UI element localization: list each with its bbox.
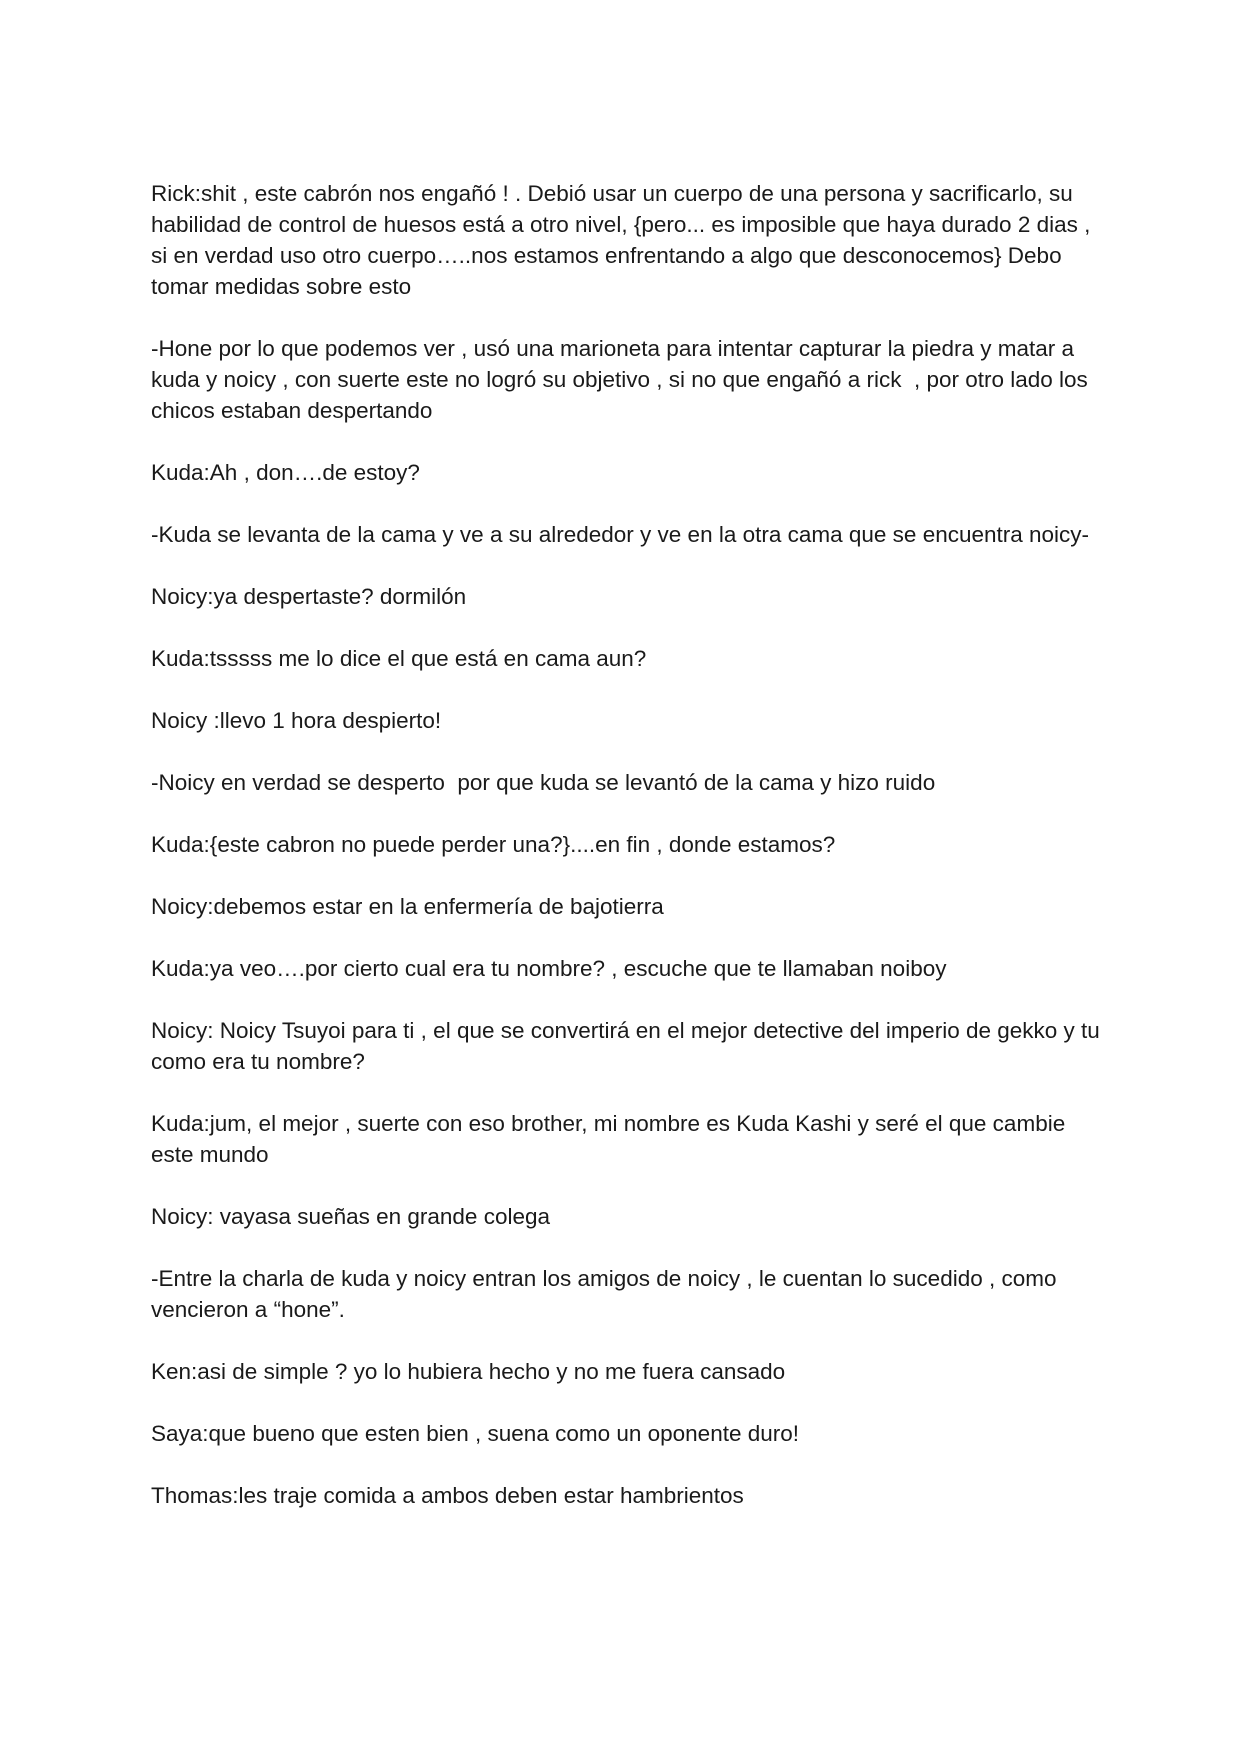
paragraph-thomas: Thomas:les traje comida a ambos deben estar hambrientos [151,1483,744,1508]
paragraph-noicy-greets: Noicy:ya despertaste? dormilón [151,584,467,609]
paragraph-kuda-retort: Kuda:tsssss me lo dice el que está en cama aun? [151,646,647,671]
paragraph-rick-monologue: Rick:shit , este cabrón nos engañó ! . Debió usar un cuerpo de una persona y sacrificarlo, su habilidad de control de huesos está a otro nivel, {pero... es imposible que haya durado 2 dias , si en verdad uso otro cuerpo…..nos estamos enfrentando a algo que desconocemos} Debo tomar medidas sobre esto [151,181,1097,299]
paragraph-narration-friends: -Entre la charla de kuda y noicy entran los amigos de noicy , le cuentan lo sucedido , como vencieron a “hone”. [151,1266,1063,1322]
paragraph-noicy-awake: Noicy :llevo 1 hora despierto! [151,708,442,733]
paragraph-kuda-name-question: Kuda:ya veo….por cierto cual era tu nombre? , escuche que te llamaban noiboy [151,956,947,981]
document-body [151,178,1107,1542]
paragraph-ken: Ken:asi de simple ? yo lo hubiera hecho y no me fuera cansado [151,1359,786,1384]
paragraph-narration-noise: -Noicy en verdad se desperto por que kuda se levantó de la cama y hizo ruido [151,770,936,795]
paragraph-narration-kuda-rises: -Kuda se levanta de la cama y ve a su alrededor y ve en la otra cama que se encuentra noicy- [151,522,1090,547]
paragraph-noicy-dreams: Noicy: vayasa sueñas en grande colega [151,1204,551,1229]
paragraph-kuda-introduction: Kuda:jum, el mejor , suerte con eso brother, mi nombre es Kuda Kashi y seré el que cambie este mundo [151,1111,1072,1167]
paragraph-narration-hone: -Hone por lo que podemos ver , usó una marioneta para intentar capturar la piedra y matar a kuda y noicy , con suerte este no logró su objetivo , si no que engañó a rick , por otro lado los chicos estaban despertando [151,336,1095,423]
paragraph-noicy-introduction: Noicy: Noicy Tsuyoi para ti , el que se convertirá en el mejor detective del imperio de gekko y tu como era tu nombre? [151,1018,1107,1074]
paragraph-saya: Saya:que bueno que esten bien , suena como un oponente duro! [151,1421,800,1446]
paragraph-noicy-infirmary: Noicy:debemos estar en la enfermería de bajotierra [151,894,664,919]
paragraph-kuda-wakes: Kuda:Ah , don….de estoy? [151,460,420,485]
paragraph-kuda-where: Kuda:{este cabron no puede perder una?}....en fin , donde estamos? [151,832,836,857]
